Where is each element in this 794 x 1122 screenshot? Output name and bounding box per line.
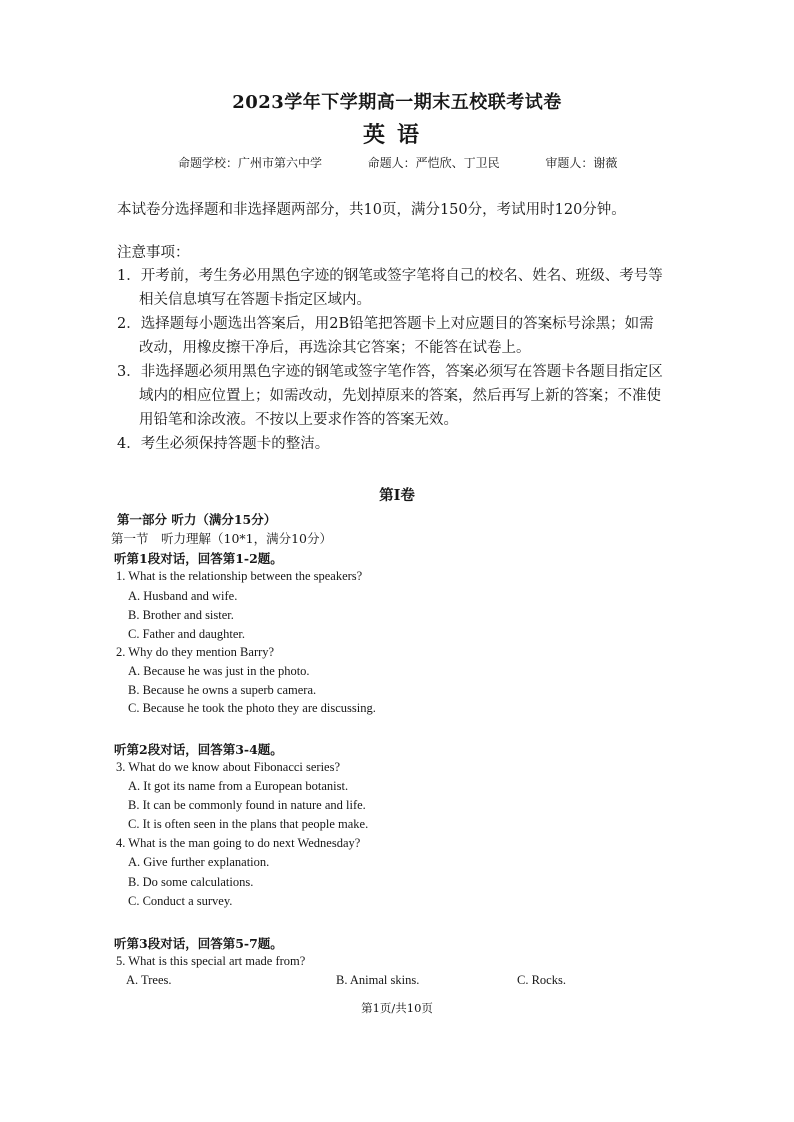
notice-heading: 注意事项： — [117, 245, 190, 261]
option: B. It can be commonly found in nature and life. — [128, 798, 366, 812]
option: C. Because he took the photo they are discussing. — [128, 701, 376, 715]
notice-item — [117, 432, 329, 456]
subject-title: 英语 — [362, 122, 431, 148]
option: A. It got its name from a European botanist. — [128, 779, 349, 793]
option: C. It is often seen in the plans that people make. — [128, 817, 369, 831]
option: A. Husband and wife. — [128, 589, 238, 603]
dialogue-heading: 听第1段对话，回答第1-2题。 — [114, 551, 283, 566]
notice-item — [117, 360, 663, 432]
part-heading: 第一部分 听力（满分15分） — [117, 512, 277, 527]
option: A. Give further explanation. — [128, 855, 270, 869]
option: C. Conduct a survey. — [128, 894, 233, 908]
option: C. Rocks. — [517, 973, 566, 987]
notice-line: 3．非选择题必须用黑色字迹的钢笔或签字笔作答，答案必须写在答题卡各题目指定区 — [117, 364, 663, 380]
author-label: 命题人：严恺欣、丁卫民 — [367, 156, 500, 170]
page-number: 第1页/共10页 — [361, 1001, 433, 1015]
notice-item — [117, 312, 654, 360]
notice-line: 2．选择题每小题选出答案后，用2B铅笔把答题卡上对应题目的答案标号涂黑；如需 — [117, 316, 654, 332]
question: 1. What is the relationship between the speakers? — [116, 569, 363, 583]
dialogue-heading: 听第3段对话，回答第5-7题。 — [114, 936, 283, 951]
option: B. Do some calculations. — [128, 875, 254, 889]
notice-line: 4．考生必须保持答题卡的整洁。 — [117, 436, 330, 452]
exam-title: 2023学年下学期高一期末五校联考试卷 — [232, 92, 562, 113]
option: B. Because he owns a superb camera. — [128, 683, 317, 697]
option: B. Animal skins. — [336, 973, 420, 987]
notice-line: 用铅笔和涂改液。不按以上要求作答的答案无效。 — [139, 412, 458, 428]
option: A. Because he was just in the photo. — [128, 664, 310, 678]
notice-line: 域内的相应位置上；如需改动，先划掉原来的答案，然后再写上新的答案；不准使 — [139, 388, 661, 404]
exam-intro: 本试卷分选择题和非选择题两部分，共10页，满分150分，考试用时120分钟。 — [117, 202, 626, 218]
author-line — [178, 154, 617, 171]
reviewer-label: 审题人：谢薇 — [545, 156, 618, 170]
notice-line: 改动，用橡皮擦干净后，再选涂其它答案；不能答在试卷上。 — [139, 340, 531, 356]
option: C. Father and daughter. — [128, 627, 245, 641]
option: A. Trees. — [126, 973, 172, 987]
question: 4. What is the man going to do next Wednesday? — [116, 836, 361, 850]
notice-item — [117, 264, 663, 312]
question: 3. What do we know about Fibonacci series? — [116, 760, 341, 774]
dialogue-heading: 听第2段对话，回答第3-4题。 — [114, 742, 283, 757]
subpart-heading: 第一节 听力理解（10*1，满分10分） — [111, 531, 333, 546]
question: 5. What is this special art made from? — [116, 954, 306, 968]
notice-line: 相关信息填写在答题卡指定区域内。 — [139, 292, 371, 308]
question: 2. Why do they mention Barry? — [116, 645, 275, 659]
section-title: 第I卷 — [379, 487, 415, 504]
option: B. Brother and sister. — [128, 608, 234, 622]
notice-line: 1．开考前，考生务必用黑色字迹的钢笔或签字笔将自己的校名、姓名、班级、考号等 — [117, 268, 663, 284]
school-label: 命题学校：广州市第六中学 — [178, 156, 323, 170]
